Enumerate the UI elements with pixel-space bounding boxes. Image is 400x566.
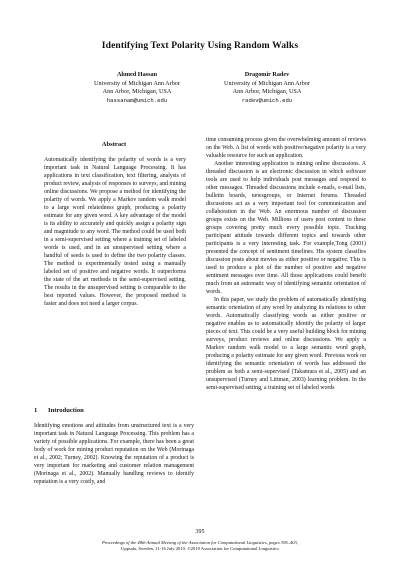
abstract-text: Automatically identifying the polarity of words is a very important task in Natural Language Processing. It has applications in text classification, text filtering, analysis of product review, analysis of responses to surveys, and mining online discussions. We propose a method for identifying the polarity of words. We apply a Markov random walk model to a large word relatedness graph, producing a polarity estimate for any given word. A key advantage of the model is its ability to accurately and quickly assign a polarity sign and magnitude to any word. The method could be used both in a semi-supervised setting where a training set of labeled words is used, and in an unsupervised setting where a handful of seeds is used to define the two polarity classes. The method is experimentally tested using a manually labeled set of positive and negative words. It outperforms the state of the art methods in the semi-supervised setting. The results in the unsupervised setting is comparable to the best reported values. However, the proposed method is faster and does not need a larger corpus. <box>44 157 186 307</box>
footer-venue: Proceedings of the 48th Annual Meeting of the Association for Computational Linguistics, pages 395–403, <box>101 540 299 545</box>
right-column <box>206 136 366 392</box>
paragraph: In this paper, we study the problem of automatically identifying semantic orientation of any word by analyzing its relations to other words. Automatically classifying words as either positive or negative enables us to automatically identify the polarity of larger pieces of text. This could be a very useful building block for mining surveys, product reviews and online discussions. We apply a Markov random walk model to a large semantic word graph, producing a polarity estimate for any given word. Previous work on identifying the semantic orientation of words has addressed the problem as both a semi-supervised (Takamura et al., 2005) and an unsupervised (Turney and Littman, 2003) learning problem. In the semi-supervised setting, a training set of labeled words <box>206 297 366 391</box>
introduction-body <box>34 422 194 486</box>
paper-title: Identifying Text Polarity Using Random Walks <box>101 40 299 51</box>
section-heading-introduction <box>34 407 84 414</box>
abstract-body <box>44 156 186 308</box>
author-location: Ann Arbor, Michigan, USA <box>102 88 172 96</box>
paragraph: Another interesting application is mining online discussions. A threaded discussion is an electronic discussion in which software tools are used to help individuals post messages and respond to other messages. Threaded discussions include e-mails, e-mail lists, bulletin boards, newsgroups, or Internet forums. Threaded discussions act as a very important tool for communication and collaboration in the Web. An enormous number of discussion groups exists on the Web. Millions of users post content to these groups covering pretty much every possible topic. Tracking participant attitude towards different topics and towards other participants is a very interesting task. For example,Tong (2001) presented the concept of sentiment timelines. His system classifies discussion posts about movies as either positive or negative. This is used to produce a plot of the number of positive and negative sentiment messages over time. All those applications could benefit much from an automatic way of identifying semantic orientation of words. <box>206 161 366 295</box>
page-number: 395 <box>195 529 205 535</box>
author-affiliation: University of Michigan Ann Arbor <box>224 79 310 87</box>
author-block-1 <box>72 71 202 105</box>
introduction-text: Identifying emotions and attitudes from unstructured text is a very important task in Natural Language Processing. This problem has a variety of possible applications. For example, there has been a great body of work for mining product reputation on the Web (Morinaga et al., 2002; Turney, 2002). Knowing the reputation of a product is very important for marketing and customer relation management (Morinaga et al., 2002). Manually handling reviews to identify reputation is a very costly, and <box>34 423 194 485</box>
footer-location: Uppsala, Sweden, 11-16 July 2010. ©2010 Association for Computational Linguistics <box>121 546 279 551</box>
author-affiliation: University of Michigan Ann Arbor <box>94 79 180 87</box>
paragraph: time consuming process given the overwhelming amount of reviews on the Web. A list of words with positive/negative polarity is a very valuable resource for such an application. <box>206 137 366 159</box>
author-name: Ahmed Hassan <box>116 71 158 78</box>
author-email[interactable]: hassanam@umich.edu <box>106 96 168 104</box>
proceedings-footer <box>0 540 400 552</box>
author-email[interactable]: radev@umich.edu <box>241 96 293 104</box>
author-name: Dragomir Radev <box>244 71 290 78</box>
author-block-2 <box>202 71 332 105</box>
section-title: Introduction <box>48 407 84 414</box>
section-number: 1 <box>34 407 38 414</box>
author-location: Ann Arbor, Michigan, USA <box>232 88 302 96</box>
abstract-heading: Abstract <box>101 141 127 148</box>
